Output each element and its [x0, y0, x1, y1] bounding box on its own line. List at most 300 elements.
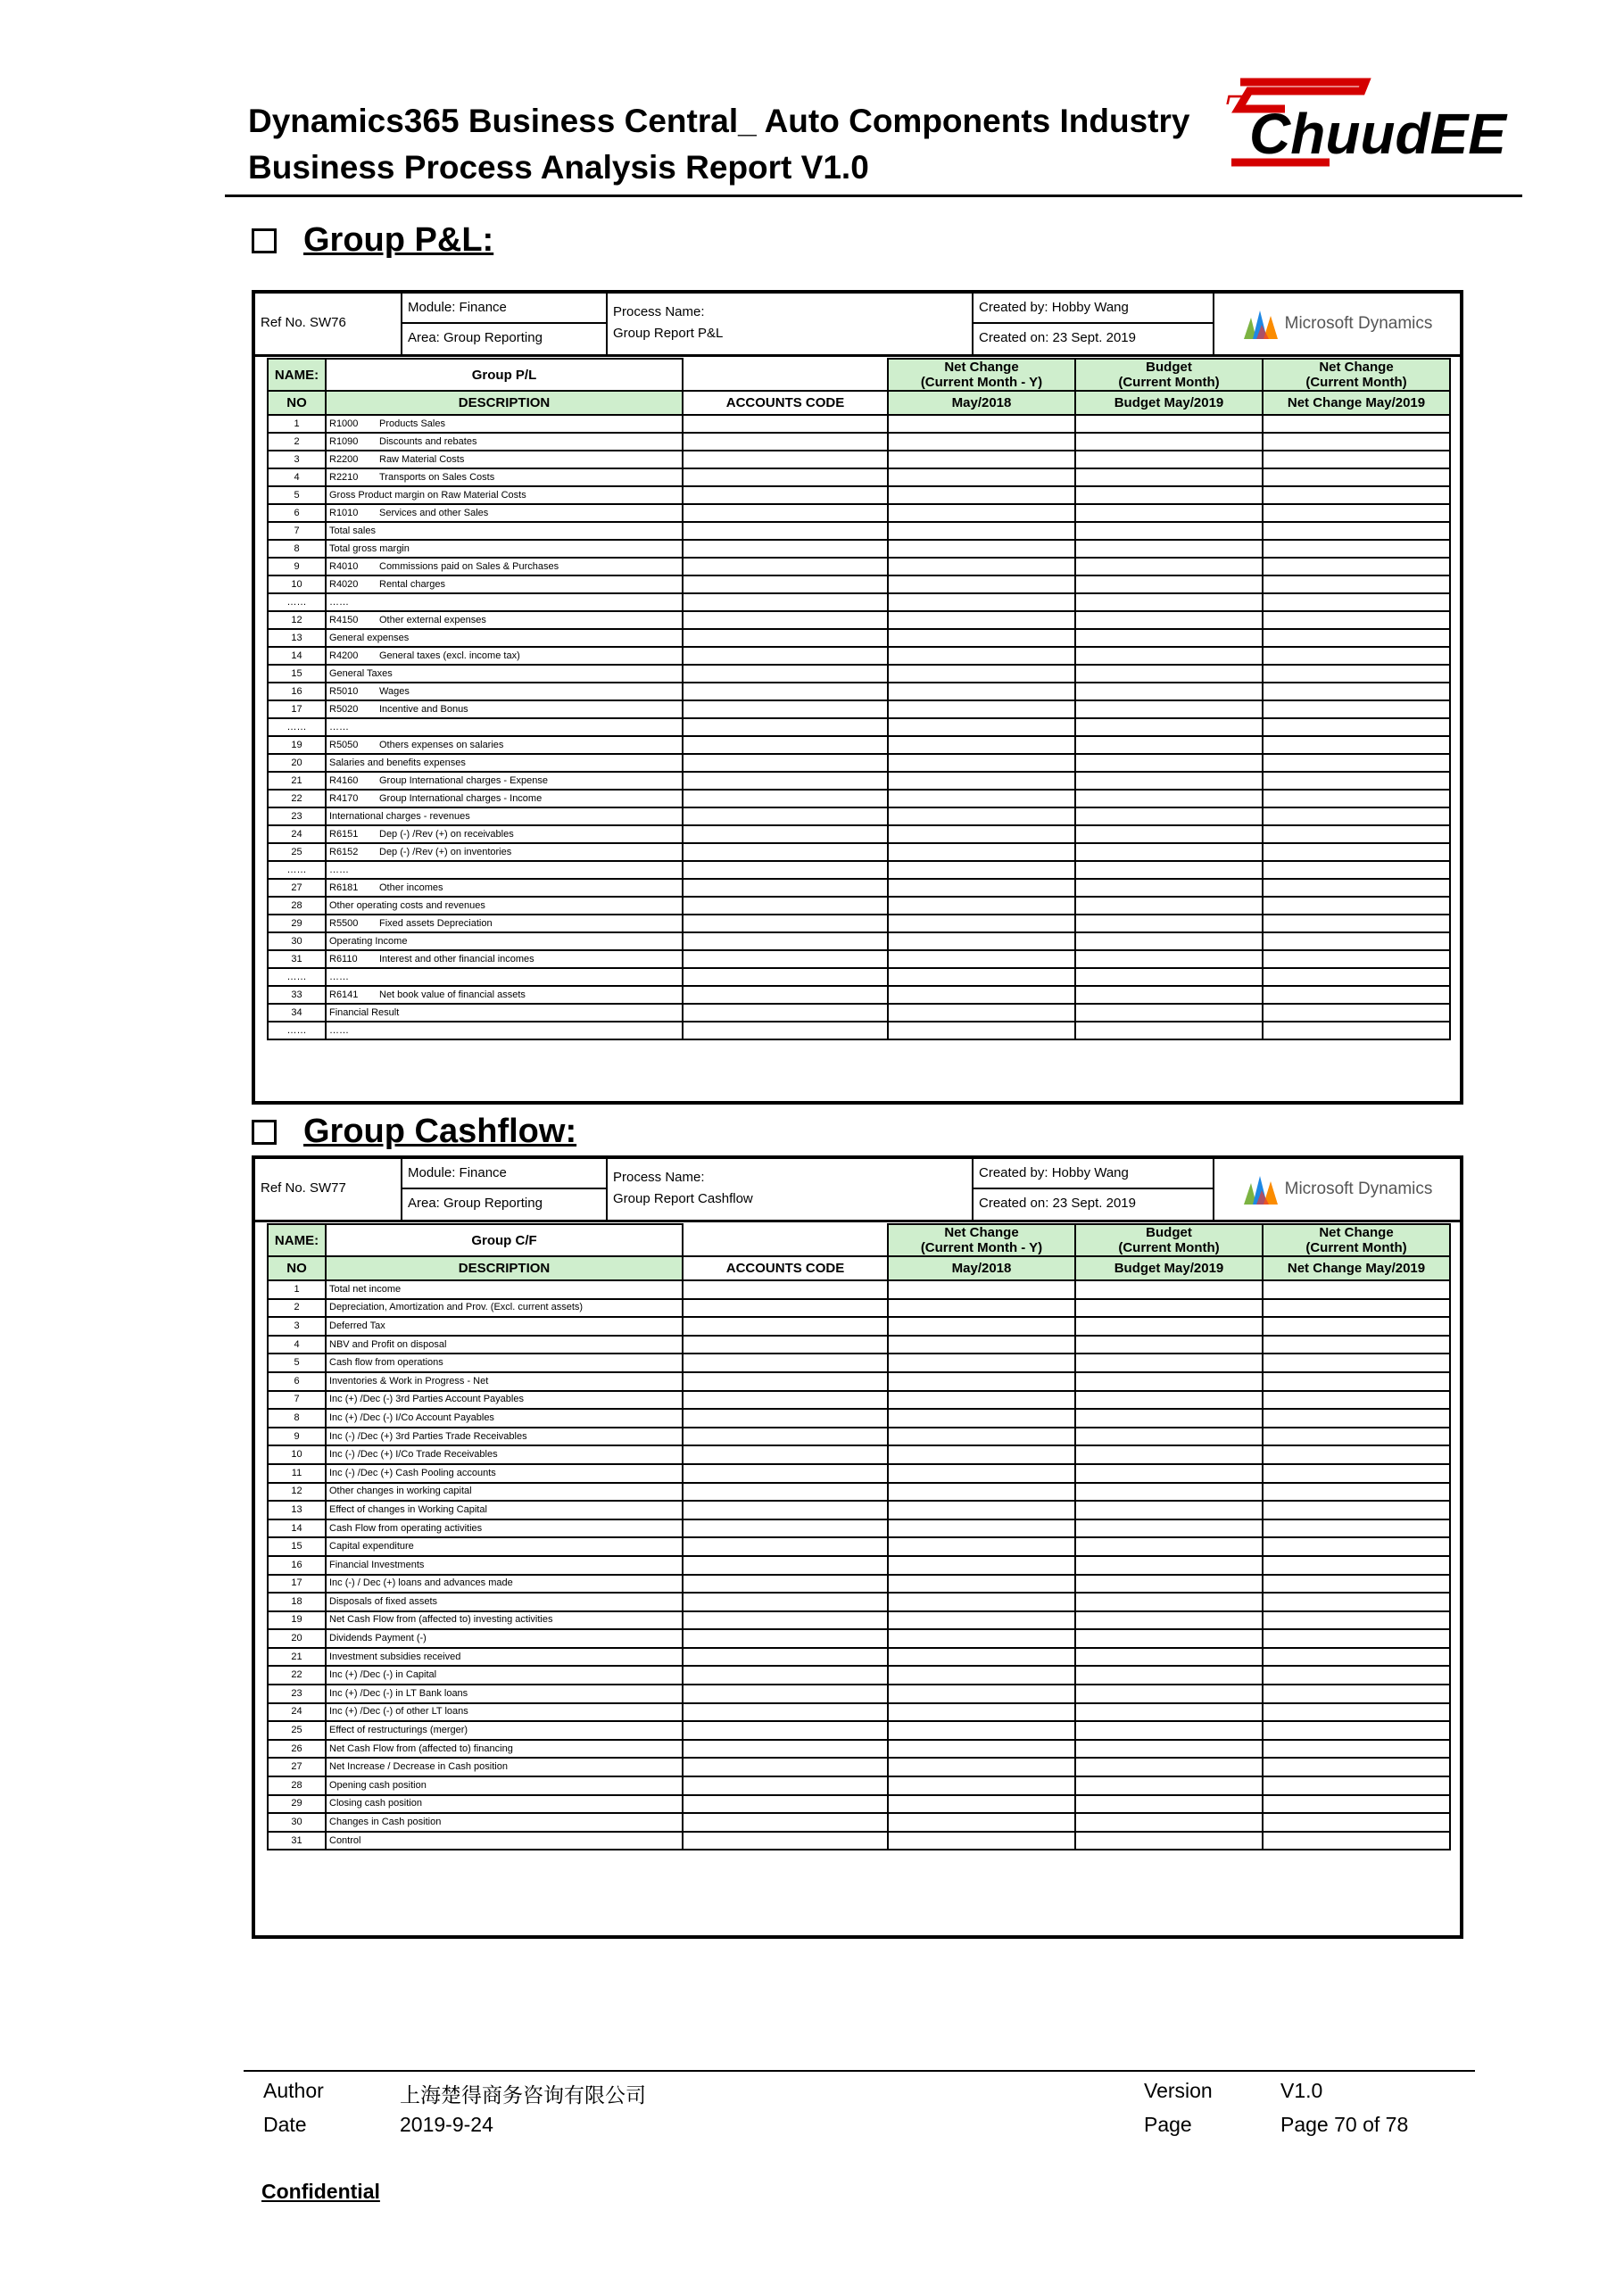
value-cell[interactable]: [888, 1428, 1075, 1446]
value-cell[interactable]: [1263, 1317, 1450, 1336]
value-cell[interactable]: [683, 1795, 888, 1814]
value-cell[interactable]: [1263, 825, 1450, 843]
value-cell[interactable]: [888, 986, 1075, 1004]
value-cell[interactable]: [683, 879, 888, 897]
value-cell[interactable]: [683, 683, 888, 700]
value-cell[interactable]: [683, 1317, 888, 1336]
value-cell[interactable]: [683, 1556, 888, 1575]
value-cell[interactable]: [1263, 522, 1450, 540]
value-cell[interactable]: [1075, 986, 1263, 1004]
value-cell[interactable]: [1263, 647, 1450, 665]
name-label: NAME:: [268, 359, 326, 391]
value-cell[interactable]: [1075, 504, 1263, 522]
value-cell[interactable]: [683, 1813, 888, 1832]
value-cell[interactable]: [888, 968, 1075, 986]
value-cell[interactable]: [888, 665, 1075, 683]
value-cell[interactable]: [1263, 1758, 1450, 1776]
value-cell[interactable]: [1075, 754, 1263, 772]
value-cell[interactable]: [1075, 1611, 1263, 1630]
value-cell[interactable]: [888, 593, 1075, 611]
table-row: [268, 1354, 1450, 1372]
value-cell[interactable]: [888, 1740, 1075, 1759]
value-cell[interactable]: [683, 1758, 888, 1776]
value-cell[interactable]: [1075, 1593, 1263, 1611]
value-cell[interactable]: [1263, 879, 1450, 897]
value-cell[interactable]: [888, 1629, 1075, 1648]
value-cell[interactable]: [1075, 1299, 1263, 1318]
value-cell[interactable]: [1263, 1575, 1450, 1594]
row-no: 19: [268, 1611, 326, 1630]
description-text: Inc (-) / Dec (+) loans and advances made: [329, 1577, 513, 1589]
value-cell[interactable]: [1263, 1593, 1450, 1611]
value-cell[interactable]: [1075, 950, 1263, 968]
value-cell[interactable]: [1263, 433, 1450, 451]
description-text: Other operating costs and revenues: [329, 899, 485, 911]
value-cell[interactable]: [1263, 932, 1450, 950]
value-cell[interactable]: [1075, 1372, 1263, 1391]
value-cell[interactable]: [683, 1629, 888, 1648]
value-cell[interactable]: [1263, 1299, 1450, 1318]
value-cell[interactable]: [1263, 504, 1450, 522]
row-description: [326, 1666, 683, 1685]
value-cell[interactable]: [1263, 1813, 1450, 1832]
value-cell[interactable]: [1263, 754, 1450, 772]
value-cell[interactable]: [888, 1666, 1075, 1685]
value-cell[interactable]: [888, 1483, 1075, 1502]
value-cell[interactable]: [888, 1575, 1075, 1594]
account-code: R6110: [329, 953, 358, 965]
value-cell[interactable]: [683, 790, 888, 807]
value-cell[interactable]: [1075, 451, 1263, 468]
value-cell[interactable]: [888, 1832, 1075, 1850]
value-cell[interactable]: [683, 1501, 888, 1519]
value-cell[interactable]: [1263, 1795, 1450, 1814]
value-cell[interactable]: [1075, 1832, 1263, 1850]
table-row: [268, 1575, 1450, 1594]
description-text: International charges - revenues: [329, 810, 470, 822]
value-cell[interactable]: [888, 468, 1075, 486]
value-cell[interactable]: [1075, 1648, 1263, 1667]
value-cell[interactable]: [1075, 1354, 1263, 1372]
value-cell[interactable]: [888, 1004, 1075, 1022]
value-cell[interactable]: [1075, 1776, 1263, 1795]
value-cell[interactable]: [888, 1593, 1075, 1611]
value-cell[interactable]: [888, 611, 1075, 629]
author-value: 上海楚得商务咨询有限公司: [400, 2083, 646, 2107]
value-cell[interactable]: [1075, 575, 1263, 593]
value-cell[interactable]: [1075, 790, 1263, 807]
value-cell[interactable]: [1075, 718, 1263, 736]
value-cell[interactable]: [1263, 1409, 1450, 1428]
value-cell[interactable]: [683, 433, 888, 451]
value-cell[interactable]: [888, 540, 1075, 558]
value-cell[interactable]: [1263, 1519, 1450, 1538]
value-cell[interactable]: [1075, 1391, 1263, 1410]
value-cell[interactable]: [1263, 611, 1450, 629]
value-cell[interactable]: [1263, 1556, 1450, 1575]
value-cell[interactable]: [1075, 807, 1263, 825]
value-cell[interactable]: [1075, 629, 1263, 647]
value-cell[interactable]: [683, 843, 888, 861]
value-cell[interactable]: [1075, 1317, 1263, 1336]
value-cell[interactable]: [1263, 629, 1450, 647]
value-cell[interactable]: [683, 1022, 888, 1039]
value-cell[interactable]: [683, 754, 888, 772]
value-cell[interactable]: [888, 790, 1075, 807]
value-cell[interactable]: [1263, 1280, 1450, 1299]
row-no: 9: [268, 1428, 326, 1446]
value-cell[interactable]: [1075, 486, 1263, 504]
value-cell[interactable]: [683, 825, 888, 843]
row-description: [326, 1519, 683, 1538]
description-text: Operating Income: [329, 935, 408, 947]
value-cell[interactable]: [683, 1483, 888, 1502]
value-cell[interactable]: [888, 1519, 1075, 1538]
value-cell[interactable]: [683, 558, 888, 575]
value-cell[interactable]: [888, 1317, 1075, 1336]
value-cell[interactable]: [888, 575, 1075, 593]
value-cell[interactable]: [1075, 915, 1263, 932]
value-cell[interactable]: [1075, 611, 1263, 629]
value-cell[interactable]: [1263, 915, 1450, 932]
value-cell[interactable]: [683, 468, 888, 486]
value-cell[interactable]: [1075, 1445, 1263, 1464]
value-cell[interactable]: [1075, 558, 1263, 575]
value-cell[interactable]: [683, 415, 888, 433]
value-cell[interactable]: [1263, 665, 1450, 683]
value-cell[interactable]: [1263, 861, 1450, 879]
table-row: [268, 629, 1450, 647]
value-cell[interactable]: [683, 772, 888, 790]
value-cell[interactable]: [1075, 843, 1263, 861]
value-cell[interactable]: [1075, 665, 1263, 683]
value-cell[interactable]: [888, 683, 1075, 700]
value-cell[interactable]: [1263, 415, 1450, 433]
value-cell[interactable]: [683, 593, 888, 611]
value-cell[interactable]: [888, 1648, 1075, 1667]
value-cell[interactable]: [1263, 1391, 1450, 1410]
value-cell[interactable]: [683, 807, 888, 825]
value-cell[interactable]: [1075, 879, 1263, 897]
value-cell[interactable]: [1075, 683, 1263, 700]
row-no: 6: [268, 1372, 326, 1391]
value-cell[interactable]: [1263, 1501, 1450, 1519]
value-cell[interactable]: [683, 1685, 888, 1703]
value-cell[interactable]: [1263, 1740, 1450, 1759]
value-cell[interactable]: [683, 861, 888, 879]
value-cell[interactable]: [888, 1299, 1075, 1318]
value-cell[interactable]: [1263, 1648, 1450, 1667]
value-cell[interactable]: [1263, 1445, 1450, 1464]
value-cell[interactable]: [1075, 736, 1263, 754]
value-cell[interactable]: [1075, 772, 1263, 790]
value-cell[interactable]: [683, 1464, 888, 1483]
value-cell[interactable]: [1075, 700, 1263, 718]
value-cell[interactable]: [1075, 1629, 1263, 1648]
value-cell[interactable]: [888, 1721, 1075, 1740]
row-description: [326, 861, 683, 879]
value-cell[interactable]: [683, 647, 888, 665]
value-cell[interactable]: [683, 504, 888, 522]
value-cell[interactable]: [888, 1776, 1075, 1795]
value-cell[interactable]: [1263, 843, 1450, 861]
value-cell[interactable]: [1075, 1556, 1263, 1575]
value-cell[interactable]: [1075, 1004, 1263, 1022]
value-cell[interactable]: [888, 1813, 1075, 1832]
value-cell[interactable]: [683, 1776, 888, 1795]
value-cell[interactable]: [888, 1280, 1075, 1299]
value-cell[interactable]: [683, 1445, 888, 1464]
value-cell[interactable]: [1075, 1483, 1263, 1502]
value-cell[interactable]: [1075, 1685, 1263, 1703]
row-no: 20: [268, 754, 326, 772]
value-cell[interactable]: [1075, 1409, 1263, 1428]
row-no: 4: [268, 1336, 326, 1354]
description-text: Inc (+) /Dec (-) in LT Bank loans: [329, 1687, 468, 1699]
value-cell[interactable]: [888, 433, 1075, 451]
value-cell[interactable]: [888, 558, 1075, 575]
value-cell[interactable]: [888, 897, 1075, 915]
value-cell[interactable]: [1263, 1336, 1450, 1354]
value-cell[interactable]: [683, 1648, 888, 1667]
value-cell[interactable]: [888, 950, 1075, 968]
value-cell[interactable]: [888, 1795, 1075, 1814]
value-cell[interactable]: [1263, 718, 1450, 736]
value-cell[interactable]: [683, 1372, 888, 1391]
value-cell[interactable]: [1263, 700, 1450, 718]
value-cell[interactable]: [888, 879, 1075, 897]
value-cell[interactable]: [1075, 1519, 1263, 1538]
value-cell[interactable]: [1263, 807, 1450, 825]
value-cell[interactable]: [1075, 1464, 1263, 1483]
description-text: Inventories & Work in Progress - Net: [329, 1375, 489, 1387]
value-cell[interactable]: [1263, 468, 1450, 486]
value-cell[interactable]: [683, 1611, 888, 1630]
value-cell[interactable]: [1263, 486, 1450, 504]
value-cell[interactable]: [1263, 1776, 1450, 1795]
value-cell[interactable]: [683, 1703, 888, 1722]
value-cell[interactable]: [888, 1464, 1075, 1483]
value-cell[interactable]: [1263, 1703, 1450, 1722]
value-cell[interactable]: [1075, 825, 1263, 843]
value-cell[interactable]: [1075, 932, 1263, 950]
value-cell[interactable]: [683, 915, 888, 932]
value-cell[interactable]: [683, 629, 888, 647]
header-rule: [225, 195, 1522, 197]
row-no: 23: [268, 807, 326, 825]
value-cell[interactable]: [1075, 1280, 1263, 1299]
value-cell[interactable]: [1263, 897, 1450, 915]
value-cell[interactable]: [1263, 772, 1450, 790]
value-cell[interactable]: [683, 1299, 888, 1318]
value-cell[interactable]: [683, 1593, 888, 1611]
value-cell[interactable]: [1263, 1629, 1450, 1648]
value-cell[interactable]: [888, 1758, 1075, 1776]
value-cell[interactable]: [1075, 1336, 1263, 1354]
value-cell[interactable]: [888, 1611, 1075, 1630]
row-no: 19: [268, 736, 326, 754]
value-cell[interactable]: [1263, 736, 1450, 754]
value-cell[interactable]: [888, 1022, 1075, 1039]
value-cell[interactable]: [683, 575, 888, 593]
value-cell[interactable]: [683, 932, 888, 950]
title-line-2: Business Process Analysis Report V1.0: [248, 149, 869, 186]
value-cell[interactable]: [888, 843, 1075, 861]
value-cell[interactable]: [683, 1409, 888, 1428]
value-cell[interactable]: [888, 932, 1075, 950]
value-cell[interactable]: [683, 1575, 888, 1594]
value-cell[interactable]: [1263, 683, 1450, 700]
value-cell[interactable]: [1263, 1721, 1450, 1740]
value-cell[interactable]: [1075, 1813, 1263, 1832]
value-cell[interactable]: [888, 504, 1075, 522]
value-cell[interactable]: [683, 1004, 888, 1022]
value-cell[interactable]: [683, 1832, 888, 1850]
value-cell[interactable]: [1075, 1740, 1263, 1759]
value-cell[interactable]: [888, 451, 1075, 468]
value-cell[interactable]: [683, 1391, 888, 1410]
value-cell[interactable]: [1075, 1666, 1263, 1685]
value-cell[interactable]: [1263, 986, 1450, 1004]
value-cell[interactable]: [888, 415, 1075, 433]
value-cell[interactable]: [888, 1372, 1075, 1391]
value-cell[interactable]: [1075, 1721, 1263, 1740]
value-cell[interactable]: [683, 451, 888, 468]
value-cell[interactable]: [683, 611, 888, 629]
confidential-label: Confidential: [261, 2180, 380, 2203]
value-cell[interactable]: [1075, 468, 1263, 486]
description-text: Raw Material Costs: [379, 453, 465, 465]
value-cell[interactable]: [1263, 1428, 1450, 1446]
row-description: [326, 1611, 683, 1630]
value-cell[interactable]: [683, 486, 888, 504]
value-cell[interactable]: [1263, 1666, 1450, 1685]
value-cell[interactable]: [1075, 647, 1263, 665]
value-cell[interactable]: [683, 1740, 888, 1759]
row-description: [326, 558, 683, 575]
row-no: 29: [268, 915, 326, 932]
value-cell[interactable]: [888, 1537, 1075, 1556]
value-cell[interactable]: [1075, 593, 1263, 611]
value-cell[interactable]: [1075, 1501, 1263, 1519]
value-cell[interactable]: [1263, 558, 1450, 575]
value-cell[interactable]: [683, 522, 888, 540]
value-cell[interactable]: [1075, 540, 1263, 558]
value-cell[interactable]: [683, 968, 888, 986]
value-cell[interactable]: [1263, 1537, 1450, 1556]
value-cell[interactable]: [1075, 861, 1263, 879]
value-cell[interactable]: [888, 1501, 1075, 1519]
value-cell[interactable]: [888, 647, 1075, 665]
value-cell[interactable]: [888, 629, 1075, 647]
value-cell[interactable]: [683, 1537, 888, 1556]
description-text: ……: [329, 864, 349, 875]
value-cell[interactable]: [1263, 1832, 1450, 1850]
value-cell[interactable]: [888, 1685, 1075, 1703]
value-cell[interactable]: [1075, 1575, 1263, 1594]
value-cell[interactable]: [1075, 522, 1263, 540]
value-cell[interactable]: [888, 772, 1075, 790]
value-cell[interactable]: [888, 736, 1075, 754]
value-cell[interactable]: [683, 1519, 888, 1538]
value-cell[interactable]: [1263, 1022, 1450, 1039]
value-cell[interactable]: [1075, 433, 1263, 451]
value-cell[interactable]: [1075, 1703, 1263, 1722]
value-cell[interactable]: [888, 486, 1075, 504]
value-cell[interactable]: [888, 1409, 1075, 1428]
value-cell[interactable]: [1263, 968, 1450, 986]
value-cell[interactable]: [683, 986, 888, 1004]
ref-no: Ref No. SW77: [261, 1180, 346, 1196]
value-cell[interactable]: [683, 1280, 888, 1299]
value-cell[interactable]: [1263, 950, 1450, 968]
value-cell[interactable]: [1075, 1428, 1263, 1446]
value-cell[interactable]: [888, 1391, 1075, 1410]
value-cell[interactable]: [888, 1703, 1075, 1722]
value-cell[interactable]: [888, 1354, 1075, 1372]
value-cell[interactable]: [1263, 1004, 1450, 1022]
value-cell[interactable]: [683, 736, 888, 754]
author-label: Author: [263, 2079, 324, 2102]
value-cell[interactable]: [1075, 897, 1263, 915]
value-cell[interactable]: [683, 1721, 888, 1740]
description-text: Fixed assets Depreciation: [379, 917, 493, 929]
value-cell[interactable]: [1263, 575, 1450, 593]
value-cell[interactable]: [683, 897, 888, 915]
value-cell[interactable]: [1263, 1354, 1450, 1372]
value-cell[interactable]: [888, 861, 1075, 879]
value-cell[interactable]: [683, 1428, 888, 1446]
value-cell[interactable]: [683, 718, 888, 736]
value-cell[interactable]: [683, 1666, 888, 1685]
value-cell[interactable]: [888, 807, 1075, 825]
value-cell[interactable]: [888, 1336, 1075, 1354]
value-cell[interactable]: [683, 950, 888, 968]
value-cell[interactable]: [1263, 1464, 1450, 1483]
value-cell[interactable]: [888, 1556, 1075, 1575]
value-cell[interactable]: [888, 915, 1075, 932]
value-cell[interactable]: [1263, 593, 1450, 611]
value-cell[interactable]: [1075, 1795, 1263, 1814]
value-cell[interactable]: [1075, 968, 1263, 986]
value-cell[interactable]: [1075, 415, 1263, 433]
value-cell[interactable]: [888, 1445, 1075, 1464]
value-cell[interactable]: [888, 700, 1075, 718]
value-cell[interactable]: [1263, 1483, 1450, 1502]
col-net-change-prev: Net Change (Current Month - Y): [888, 359, 1075, 391]
date-label: Date: [263, 2113, 307, 2136]
value-cell[interactable]: [1075, 1537, 1263, 1556]
value-cell[interactable]: [683, 665, 888, 683]
value-cell[interactable]: [1263, 790, 1450, 807]
value-cell[interactable]: [683, 1354, 888, 1372]
created-by: Created by: Hobby Wang: [974, 1159, 1213, 1189]
value-cell[interactable]: [888, 718, 1075, 736]
value-cell[interactable]: [1263, 1611, 1450, 1630]
value-cell[interactable]: [1075, 1758, 1263, 1776]
value-cell[interactable]: [888, 825, 1075, 843]
value-cell[interactable]: [1075, 1022, 1263, 1039]
value-cell[interactable]: [1263, 451, 1450, 468]
value-cell[interactable]: [683, 700, 888, 718]
value-cell[interactable]: [888, 522, 1075, 540]
value-cell[interactable]: [1263, 1372, 1450, 1391]
value-cell[interactable]: [683, 540, 888, 558]
value-cell[interactable]: [683, 1336, 888, 1354]
value-cell[interactable]: [888, 754, 1075, 772]
value-cell[interactable]: [1263, 1685, 1450, 1703]
value-cell[interactable]: [1263, 540, 1450, 558]
